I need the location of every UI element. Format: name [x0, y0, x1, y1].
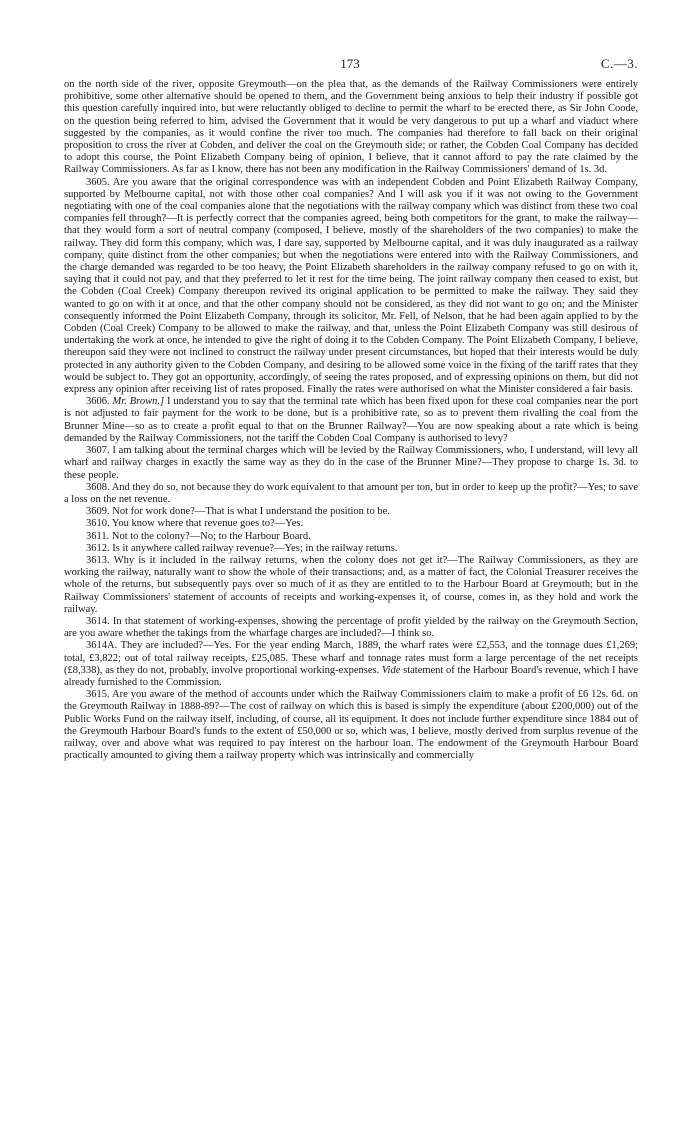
paragraph-3613 [64, 555, 638, 616]
page-number: 173 [340, 56, 360, 71]
paragraph-text: Are you aware of the method of accounts under which the Railway Commissioners claim to make a profit of £6 12s. 6d. on the Greymouth Railway in 1888-89?—The cost of railway on which this is based is simply the expenditure (about £200,000) out of the Public Works Fund on the railway itself, including, of course, all its equipment. It does not include further expenditure since 1884 out of the Greymouth Harbour Board's funds to the extent of £50,000 or so, which was, I believe, mostly derived from surplus revenue of the railway, over and above what was required to pay interest on the harbour loan. The endowment of the Greymouth Harbour Board practically amounted to giving them a railway property which was intrinsically and commercially [64, 689, 639, 762]
paragraph-3615 [64, 689, 638, 762]
paragraph-3606 [64, 396, 638, 445]
paragraph-3611 [64, 531, 638, 543]
question-number: 3611. [86, 530, 110, 542]
paragraph-text: You know where that revenue goes to?—Yes. [111, 518, 304, 530]
question-number: 3612. [86, 542, 110, 554]
paragraph-text: statement of the Harbour Board's revenue, which I have already furnished to the Commission. [64, 664, 639, 688]
paragraph-3614a [64, 640, 638, 689]
question-number: 3614A. [86, 640, 118, 652]
question-number: 3607. [86, 445, 110, 457]
body-text [64, 79, 638, 762]
paragraph-text: on the north side of the river, opposite Greymouth—on the plea that, as the demands of the Railway Commissioners were entirely prohibitive, some other alternative should be opened to them, and the Government being anxious to help their industry if possible got this question carefully inquired into, but were reluctantly obliged to decline to permit the wharf to be erected there, as Sir John Coode, on the question being referred to him, advised the Government that it would be very dangerous to put up a wharf and viaduct where suggested by the companies, as it would confine the river too much. The companies had therefore to fall back on their original proposition to cross the river at Cobden, and deliver the coal on the Greymouth side; or rather, the Cobden Coal Company has decided to adopt this course, the Point Elizabeth Company being of opinion, I believe, that it cannot afford to pay the rate claimed by the Railway Commissioners. As far as I know, there has not been any modification in the Railway Commissioners' demand of 1s. 3d. [64, 79, 638, 176]
paragraph-3612 [64, 543, 638, 555]
paragraph-text: Not for work done?—That is what I understand the position to be. [112, 506, 390, 518]
paragraph-text: I understand you to say that the terminal rate which has been fixed upon for these coal companies near the port is not adjusted to fair payment for the work to be done, but is a prohibitive rate, so as to prevent them rivalling the coal from the Brunner Mine—so as to create a profit equal to that on the Brunner Railway?—You are now speaking about a rate which is being demanded by the Railway Commissioners, not the tariff the Cobden Coal Company is authorised to levy? [64, 396, 639, 444]
paragraph-3608 [64, 482, 638, 506]
paragraph-text: Why is it included in the railway returns, when the colony does not get it?—The Railway Commissioners, as they are working the railway, naturally want to show the whole of their transactions; and, as a matter of fact, the Colonial Treasurer receives the whole of the returns, but subsequently pays over so much of it as they are entitled to to the Harbour Board at Greymouth; but in the Railway Commissioners' statement of accounts of receipts and working-expenses it, of course, comes in, as they hold and work the railway. [64, 554, 638, 615]
paragraph-text: They are included?—Yes. For the year ending March, 1889, the wharf rates were £2,553, and the tonnage dues £1,269; total, £3,822; out of total railway receipts, £25,085. These wharf and tonnage rates must form a large percentage of the net receipts (£8,338), as they do not, probably, involve proportional working-expenses. [64, 640, 639, 676]
document-reference: C.—3. [600, 56, 638, 71]
question-number: 3615. [86, 689, 110, 701]
question-number: 3606. [86, 396, 110, 408]
paragraph-3609 [64, 506, 638, 518]
paragraph-3614 [64, 616, 638, 640]
paragraph-text: Not to the colony?—No; to the Harbour Board. [111, 530, 311, 542]
paragraph-3605 [64, 177, 638, 397]
paragraph-3607 [64, 445, 638, 482]
question-number: 3613. [86, 554, 110, 566]
question-number: 3610. [86, 518, 110, 530]
paragraph-text: Is it anywhere called railway revenue?—Yes; in the railway returns. [112, 542, 398, 554]
paragraph-text: Are you aware that the original correspondence was with an independent Cobden and Point Elizabeth Railway Company, supported by Melbourne capital, not with those other coal companies? And I will ask you if it was not owing to the Government negotiating with one of the coal companies alone that the negotiations with the railway company which was distinct from these two coal companies fell through?—It is perfectly correct that the companies agreed, being both competitors for the grant, to make the railway—that they would form a sort of neutral company (composed, I believe, mostly of the shareholders of the two companies) to make the railway. They did form this company, which was, I dare say, supported by Melbourne capital, and it was duly inaugurated as a railway company, quite distinct from the other companies; but when the negotiations were entered into with the Railway Commissioners, and the charge demanded was regarded to be too heavy, the Point Elizabeth shareholders in the railway company refused to go on with it, saying that it could not pay, and that they preferred to let it rest for the time being. The joint railway company then ceased to exist, but the Cobden (Coal Creek) Company thereupon revived its original application to be permitted to make the railway. They said they wanted to go on with it at once, and that the other company should not be considered, as they did not want to go on; and the Minister consequently informed the Point Elizabeth Company, through its solicitor, Mr. Fell, of Nelson, that he had been again applied to by the Cobden (Coal Creek) Company to be allowed to make the railway, and that, unless the Point Elizabeth Company was still desirous of undertaking the work at once, he intended to give the right of doing it to the Cobden Company. The Point Elizabeth Company, I believe, thereupon said they were not inclined to construct the railway under present circumstances, but hoped that their interests would be duly protected in any authority given to the Cobden Company, and desiring to be allowed some voice in the fixing of the tariff rates that they would be subject to. They got an opportunity, accordingly, of seeing the rates proposed, and of expressing opinions on them, but did not express any opinion after receiving list of rates proposed. Finally the rates were authorised on what the Minister considered a fair basis. [64, 176, 639, 396]
italic-vide: Vide [381, 664, 401, 676]
question-number: 3608. [86, 481, 110, 493]
paragraph-text: And they do so, not because they do work equivalent to that amount per ton, but in order to keep up the profit?—Yes; to save a loss on the net revenue. [64, 481, 638, 505]
paragraph-3610 [64, 518, 638, 530]
paragraph-text: I am talking about the terminal charges which will be levied by the Railway Commissioners, who, I understand, will levy all wharf and railway charges in exactly the same way as they do in the case of the Brunner Mine?—They propose to charge 1s. 3d. to these people. [64, 445, 639, 481]
paragraph-text: In that statement of working-expenses, showing the percentage of profit yielded by the railway on the Greymouth Section, are you aware whether the takings from the wharfage charges are included?—I think so. [64, 615, 638, 640]
question-number: 3609. [86, 506, 110, 518]
question-number: 3605. [86, 176, 110, 188]
speaker-name: Mr. Brown.] [112, 396, 165, 408]
paragraph-continuation [64, 79, 638, 177]
question-number: 3614. [86, 615, 110, 627]
